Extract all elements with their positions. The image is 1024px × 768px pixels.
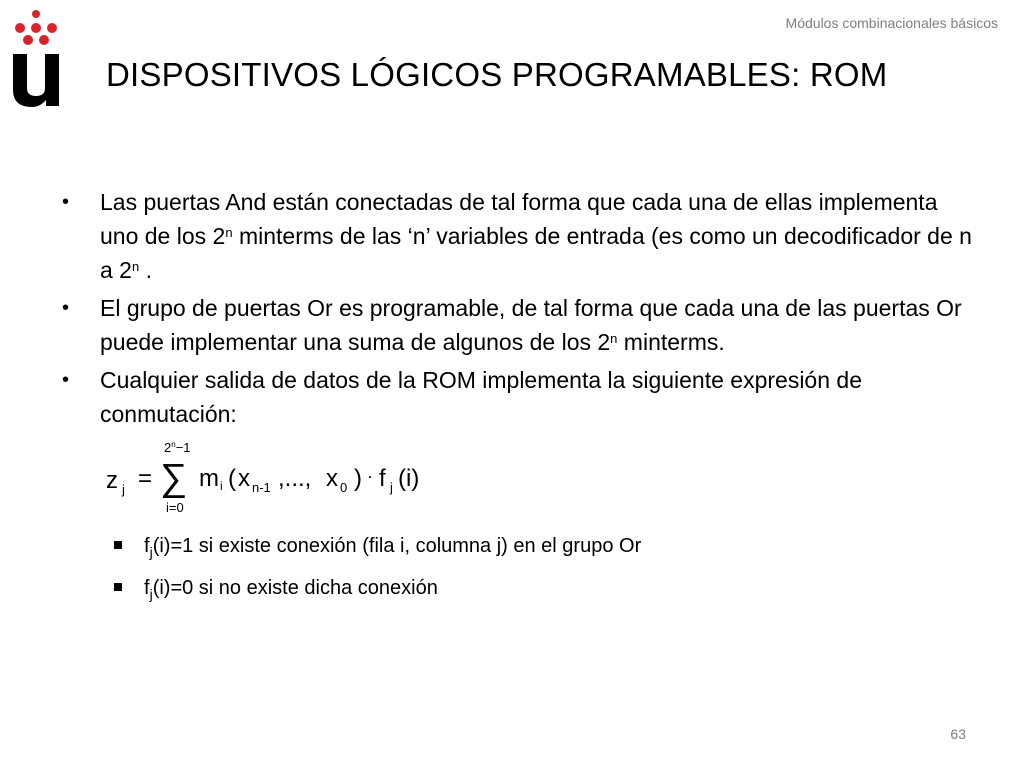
logo-letter-u	[13, 54, 59, 107]
formula-arg: (i)	[398, 465, 420, 492]
bullet-item-3	[62, 363, 982, 431]
bullet-text: El grupo de puertas Or es programable, de tal forma que cada una de las puertas Or puede implementar una suma de algunos de los 2	[100, 295, 962, 355]
formula-lhs-sub: j	[122, 482, 125, 497]
upper-limit-rest: −1	[175, 440, 191, 455]
formula-m-sub: i	[220, 479, 223, 493]
square-bullet-icon	[114, 583, 122, 591]
bullet-text: Las puertas And están conectadas de tal forma que cada una de ellas implementa uno de los 2	[100, 189, 938, 249]
sub-bullet-post: (i)=0 si no existe dicha conexión	[152, 577, 438, 599]
bullet-dot: •	[62, 191, 70, 213]
header-subject: Módulos combinacionales básicos	[785, 15, 998, 31]
formula-upper-limit	[164, 440, 191, 455]
bullet-dot: •	[62, 297, 70, 319]
university-logo	[10, 8, 62, 108]
sub-bullet-pre: f	[144, 577, 150, 599]
bullet-dot: •	[62, 369, 70, 391]
bullet-list	[62, 185, 982, 435]
formula-equals: =	[138, 465, 153, 492]
sub-bullet-item-1	[114, 528, 641, 570]
formula-dot: ·	[367, 466, 373, 486]
sum-symbol: ∑	[160, 457, 188, 499]
bullet-text: minterms de las ‘n’ variables de entrada (es como un decodificador de n a 2	[100, 223, 972, 283]
formula-x0: x	[326, 465, 338, 492]
slide-title: DISPOSITIVOS LÓGICOS PROGRAMABLES: ROM	[106, 56, 888, 93]
bullet-text: .	[139, 257, 152, 283]
formula-x0-sub: 0	[340, 480, 348, 495]
sub-bullet-list	[114, 528, 641, 612]
bullet-text: Cualquier salida de datos de la ROM implementa la siguiente expresión de conmutación:	[100, 367, 862, 427]
formula-ellipsis: ,...,	[278, 465, 312, 492]
switching-formula	[100, 436, 440, 516]
sub-bullet-post: (i)=1 si existe conexión (fila i, columna j) en el grupo Or	[152, 535, 642, 557]
formula-f-sub: j	[390, 480, 393, 495]
formula-lhs: z	[106, 467, 118, 494]
superscript: n	[131, 259, 140, 274]
formula-x1-sub: n-1	[252, 480, 271, 495]
upper-limit-base: 2	[164, 440, 172, 455]
bullet-text: minterms.	[617, 329, 725, 355]
superscript: n	[610, 331, 618, 346]
bullet-item-1	[62, 185, 982, 287]
formula-m: m	[199, 465, 219, 492]
sub-bullet-sub: j	[149, 544, 153, 560]
upper-limit-sup: n	[171, 440, 176, 449]
bullet-item-2	[62, 291, 982, 359]
formula-x1: x	[238, 465, 250, 492]
sub-bullet-item-2	[114, 570, 641, 612]
formula-open-paren: (	[228, 465, 236, 492]
superscript: n	[225, 225, 233, 240]
formula-f: f	[379, 465, 386, 492]
sub-bullet-sub: j	[149, 586, 153, 602]
square-bullet-icon	[114, 541, 122, 549]
crown-dots	[15, 10, 57, 45]
page-number: 63	[950, 726, 966, 742]
formula-lower-limit: i=0	[166, 500, 184, 515]
formula-close-paren: )	[354, 465, 362, 492]
sub-bullet-pre: f	[144, 535, 150, 557]
